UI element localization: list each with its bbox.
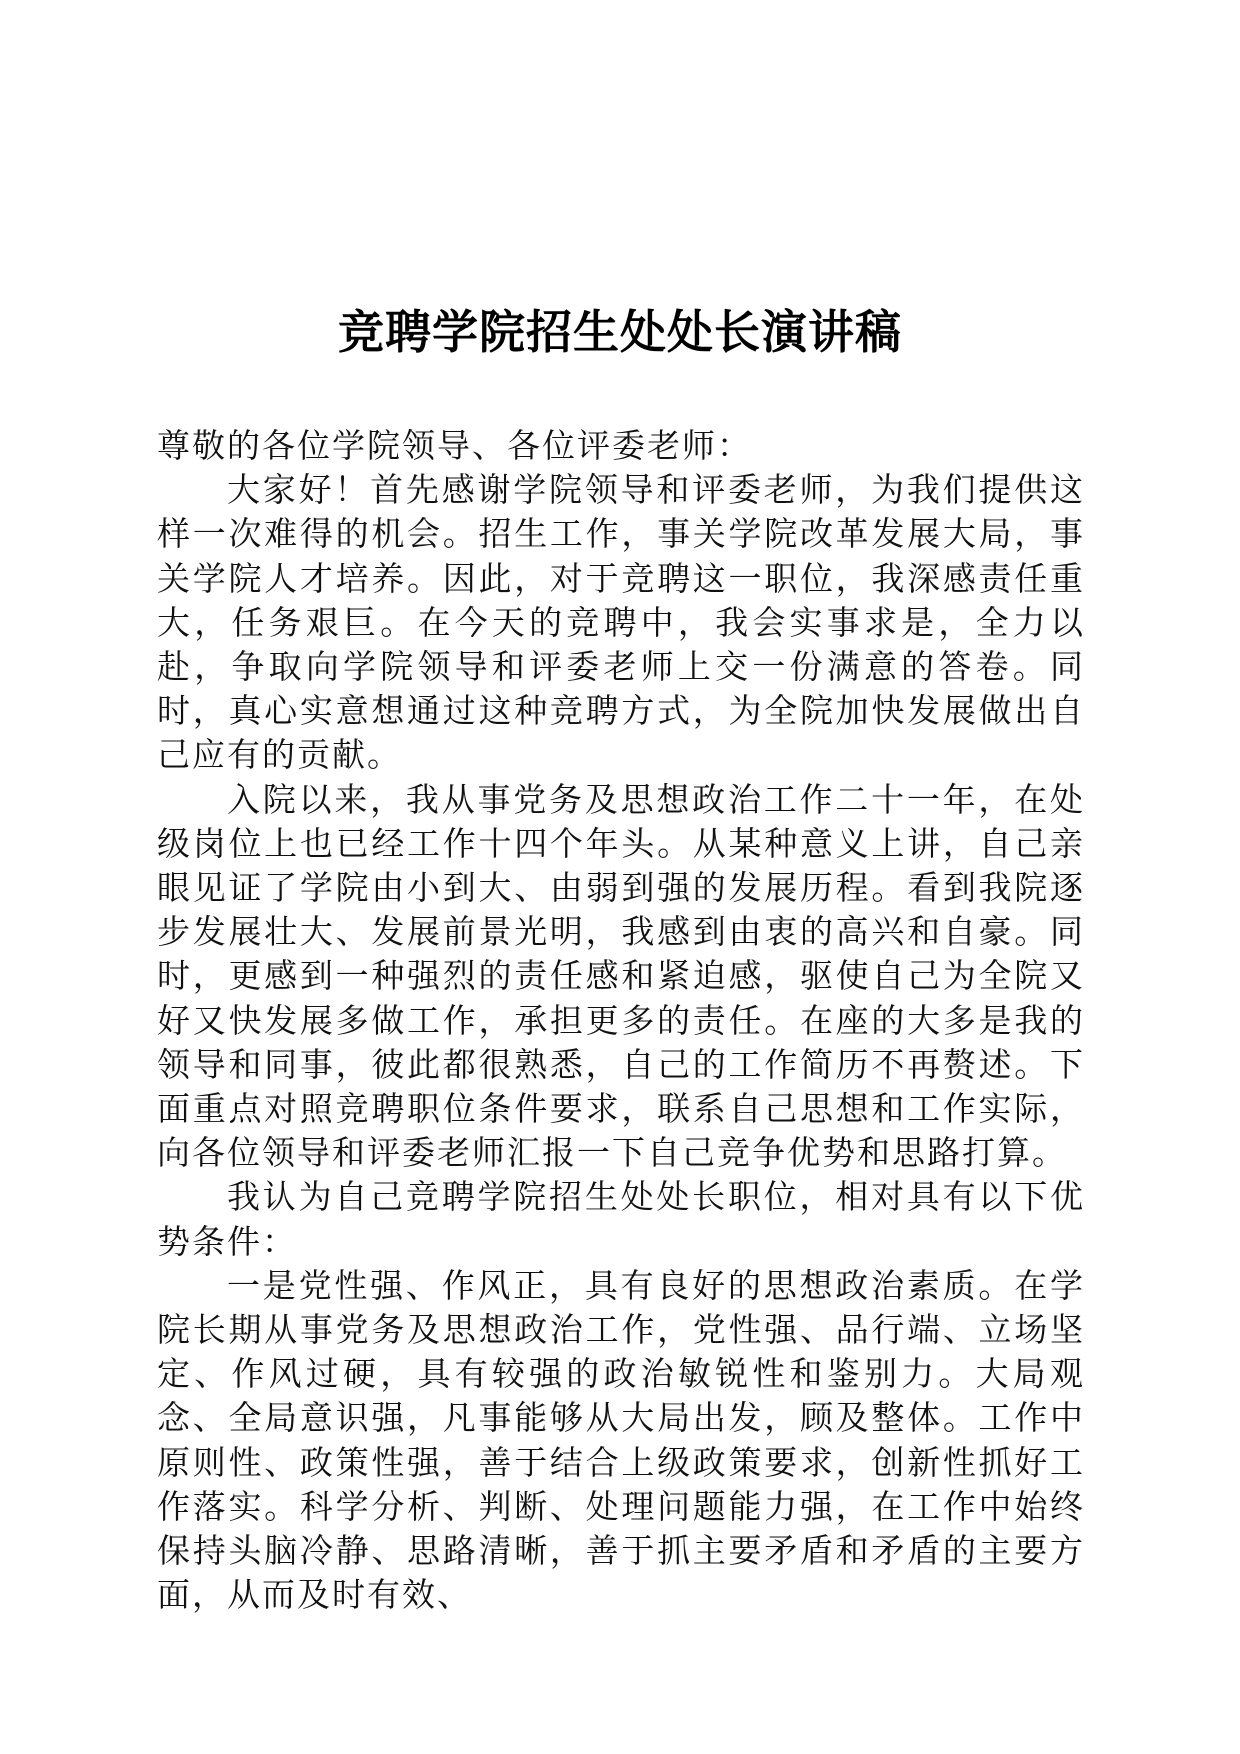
document-body	[157, 424, 1085, 1617]
paragraph-3: 我认为自己竞聘学院招生处处长职位，相对具有以下优势条件：	[157, 1177, 1085, 1261]
paragraph-4: 一是党性强、作风正，具有良好的思想政治素质。在学院长期从事党务及思想政治工作，党性强、品行端、立场坚定、作风过硬，具有较强的政治敏锐性和鉴别力。大局观念、全局意识强，凡事能够从大局出发，顾及整体。工作中原则性、政策性强，善于结合上级政策要求，创新性抓好工作落实。科学分析、判断、处理问题能力强，在工作中始终保持头脑冷静、思路清晰，善于抓主要矛盾和矛盾的主要方面，从而及时有效、	[157, 1265, 1085, 1615]
paragraph-2: 入院以来，我从事党务及思想政治工作二十一年，在处级岗位上也已经工作十四个年头。从某种意义上讲，自己亲眼见证了学院由小到大、由弱到强的发展历程。看到我院逐步发展壮大、发展前景光明，我感到由衷的高兴和自豪。同时，更感到一种强烈的责任感和紧迫感，驱使自己为全院又好又快发展多做工作，承担更多的责任。在座的大多是我的领导和同事，彼此都很熟悉，自己的工作简历不再赘述。下面重点对照竞聘职位条件要求，联系自己思想和工作实际，向各位领导和评委老师汇报一下自己竞争优势和思路打算。	[157, 779, 1085, 1173]
salutation: 尊敬的各位学院领导、各位评委老师：	[157, 426, 752, 465]
document-title: 竞聘学院招生处处长演讲稿	[338, 305, 902, 359]
paragraph-1: 大家好！首先感谢学院领导和评委老师，为我们提供这样一次难得的机会。招生工作，事关学院改革发展大局，事关学院人才培养。因此，对于竞聘这一职位，我深感责任重大，任务艰巨。在今天的竞聘中，我会实事求是，全力以赴，争取向学院领导和评委老师上交一份满意的答卷。同时，真心实意想通过这种竞聘方式，为全院加快发展做出自己应有的贡献。	[157, 470, 1085, 775]
